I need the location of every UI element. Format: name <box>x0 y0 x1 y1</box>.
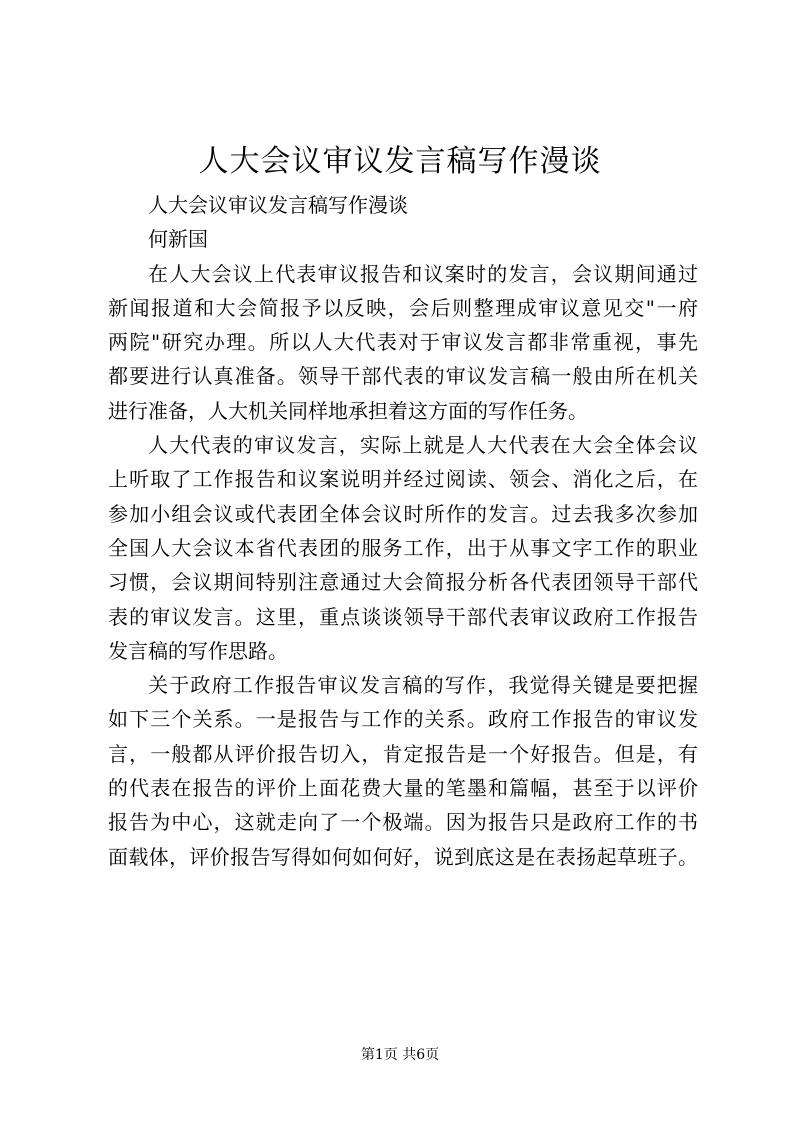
paragraph-line: 参加小组会议或代表团全体会议时所作的发言。过去我多次参加 <box>108 501 698 526</box>
page-number-footer: 第1页 共6页 <box>360 1047 440 1063</box>
paragraph-line: 关于政府工作报告审议发言稿的写作，我觉得关键是要把握 <box>148 673 698 698</box>
paragraph-line: 全国人大会议本省代表团的服务工作，出于从事文字工作的职业 <box>108 535 698 560</box>
paragraph-line: 上听取了工作报告和议案说明并经过阅读、领会、消化之后，在 <box>108 467 698 492</box>
paragraph-1 <box>108 257 698 428</box>
document-title: 人大会议审议发言稿写作漫谈 <box>198 144 602 179</box>
paragraph-line: 表的审议发言。这里，重点谈谈领导干部代表审议政府工作报告 <box>108 604 698 629</box>
paragraph-line: 习惯，会议期间特别注意通过大会简报分析各代表团领导干部代 <box>108 570 698 595</box>
paragraph-line: 人大代表的审议发言，实际上就是人大代表在大会全体会议 <box>148 433 698 458</box>
document-body <box>108 188 698 874</box>
paragraph-line: 两院"研究办理。所以人大代表对于审议发言都非常重视，事先 <box>108 330 698 355</box>
subtitle-line: 人大会议审议发言稿写作漫谈 <box>148 193 408 217</box>
paragraph-3 <box>108 668 698 874</box>
paragraph-line: 报告为中心，这就走向了一个极端。因为报告只是政府工作的书 <box>108 810 698 835</box>
paragraph-line: 都要进行认真准备。领导干部代表的审议发言稿一般由所在机关 <box>108 364 698 389</box>
paragraph-line: 在人大会议上代表审议报告和议案时的发言，会议期间通过 <box>148 261 698 286</box>
paragraph-line: 新闻报道和大会简报予以反映，会后则整理成审议意见交"一府 <box>108 295 698 320</box>
paragraph-line: 的代表在报告的评价上面花费大量的笔墨和篇幅，甚至于以评价 <box>108 776 698 801</box>
paragraph-line: 如下三个关系。一是报告与工作的关系。政府工作报告的审议发 <box>108 707 698 732</box>
paragraph-line: 进行准备，人大机关同样地承担着这方面的写作任务。 <box>108 398 588 423</box>
paragraph-2 <box>108 428 698 668</box>
paragraph-line: 面载体，评价报告写得如何如何好，说到底这是在表扬起草班子。 <box>108 844 698 869</box>
paragraph-line: 言，一般都从评价报告切入，肯定报告是一个好报告。但是，有 <box>108 741 698 766</box>
author-line: 何新国 <box>148 227 208 252</box>
paragraph-line: 发言稿的写作思路。 <box>108 638 288 663</box>
